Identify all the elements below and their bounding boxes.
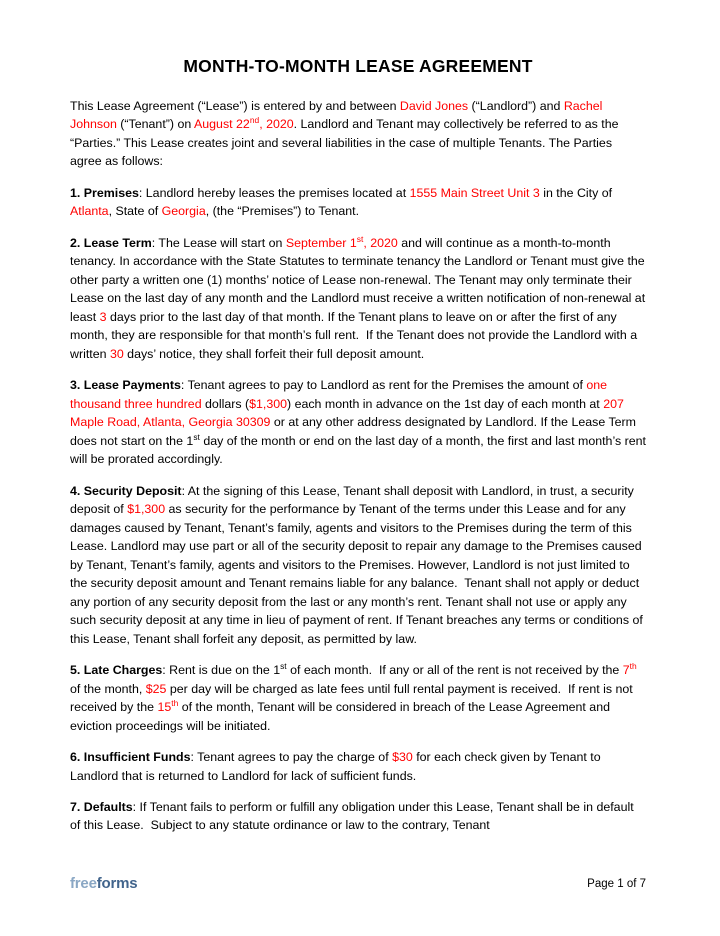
lease-term-text-3: days prior to the last day of that month. If the Tenant plans to leave on or after the first of any month, they are responsible for that month’s full rent. If the Tenant does not provide the Landlord with a written: [70, 309, 638, 361]
late-charges-text-3: of the month,: [70, 681, 146, 696]
section-premises: [70, 184, 646, 221]
breach-day-value: 15: [157, 700, 172, 715]
late-charges-text-5: of the month, Tenant will be considered in breach of the Lease Agreement and eviction proceedings will be initiated.: [70, 700, 610, 733]
lease-payments-text-5: day of the month or end on the last day of a month, the first and last month’s rent will be prorated accordingly.: [70, 433, 646, 467]
section-late-charges-heading: 5. Late Charges: [70, 663, 163, 678]
late-charges-text-2: of each month. If any or all of the rent is not received by the: [286, 663, 623, 678]
breach-day-ordinal: th: [171, 697, 179, 708]
rent-due-day-value: 1: [273, 663, 281, 678]
late-fee-value: $25: [145, 681, 167, 696]
nsf-charge-value: $30: [392, 750, 413, 765]
section-lease-term: [70, 234, 646, 363]
lease-start-year-value: , 2020: [363, 235, 398, 250]
freeforms-logo: [70, 875, 137, 892]
rent-due-day-ordinal: st: [280, 660, 287, 671]
section-defaults: [70, 798, 646, 835]
intro-text-4: . Landlord and Tenant may collectively be referred to as the “Parties.” This Lease creates joint and several liabilities in the case of multiple Tenants. The Parties agree as follows:: [70, 117, 619, 169]
page-footer: [70, 872, 646, 892]
intro-text-2: (“Landlord”) and: [468, 99, 564, 113]
landlord-name-value: David Jones: [399, 99, 469, 113]
insufficient-funds-text-2: for each check given by Tenant to Landlord that is returned to Landlord for lack of sufficient funds.: [70, 750, 601, 783]
logo-forms-text: forms: [96, 875, 138, 892]
lease-payments-text-3: ) each month in advance on the 1st day of each month at: [287, 396, 604, 411]
section-premises-colon: :: [138, 185, 146, 200]
section-late-charges: [70, 661, 646, 735]
section-premises-text-4: , (the “Premises”) to Tenant.: [205, 204, 360, 219]
late-charges-text-1: : Rent is due on the: [162, 663, 274, 678]
lease-payments-ordinal: st: [193, 431, 200, 442]
tenant-name-value: Rachel Johnson: [70, 99, 603, 132]
premises-state-value: Georgia: [161, 204, 206, 219]
lease-payments-text-4: or at any other address designated by Landlord. If the Lease Term does not start on the 1: [70, 415, 636, 448]
lease-start-date-value: September 1: [285, 235, 357, 250]
section-insufficient-funds-heading: 6. Insufficient Funds: [70, 750, 191, 765]
page-number: Page 1 of 7: [587, 878, 646, 890]
late-charges-text-4: per day will be charged as late fees until full rental payment is received. If rent is not received by the: [70, 681, 633, 715]
page-title: MONTH-TO-MONTH LEASE AGREEMENT: [183, 56, 533, 76]
lease-term-text-1: : The Lease will start on: [151, 235, 286, 250]
section-lease-payments-heading: 3. Lease Payments: [70, 378, 181, 393]
defaults-text-1: : If Tenant fails to perform or fulfill any obligation under this Lease, Tenant shall be in default of this Lease. Subject to any statute ordinance or law to the contrary, Tenant: [70, 799, 634, 833]
section-premises-text-2: in the City of: [539, 185, 613, 200]
section-premises-heading: 1. Premises: [70, 185, 139, 200]
logo-free-text: free: [70, 875, 97, 892]
security-deposit-amount-value: $1,300: [127, 502, 166, 517]
grace-period-day-ordinal: th: [629, 660, 637, 671]
section-lease-term-heading: 2. Lease Term: [70, 235, 152, 250]
agreement-year-value: , 2020: [259, 117, 294, 132]
grace-period-day-value: 7: [622, 663, 630, 678]
insufficient-funds-text-1: : Tenant agrees to pay the charge of: [190, 750, 393, 765]
nonrenewal-notice-days-value: 3: [99, 309, 107, 324]
section-premises-text-3: , State of: [108, 204, 162, 219]
rent-amount-words-value: one thousand three hundred: [70, 378, 608, 411]
agreement-date-value: August 22: [194, 117, 250, 132]
lease-term-text-2: and will continue as a month-to-month tenancy. In accordance with the State Statutes to terminate tenancy the Landlord or Tenant must give the other party a written one (1) months’ notice of Lease non-renewal. The Tenant may only terminate their Lease on the last day of any month and the Landlord must receive a written notification of non-renewal at least: [70, 235, 646, 324]
intro-text-3: (“Tenant”) on: [116, 117, 194, 132]
section-defaults-heading: 7. Defaults: [70, 799, 133, 814]
security-deposit-text-2: as security for the performance by Tenant of the terms under this Lease and for any damages caused by Tenant, Tenant’s family, agents and visitors to the Premises during the term of this Lease. Landlord may use part or all of the security deposit to repair any damage to the Premises caused by Tenant, Tenant’s family, agents and visitors to the Premises. However, Landlord is not just limited to the security deposit amount and Tenant remains liable for any balance. Tenant shall not apply or deduct any portion of any security deposit from the last or any month’s rent. Tenant shall not use or apply any such security deposit at any time in lieu of payment of rent. If Tenant breaches any terms or conditions of this Lease, Tenant shall forfeit any deposit, as permitted by law.: [70, 502, 643, 646]
payment-address-value: 207 Maple Road, Atlanta, Georgia 30309: [70, 396, 624, 430]
lease-payments-text-2: dollars (: [201, 396, 250, 411]
lease-payments-text-1: : Tenant agrees to pay to Landlord as rent for the Premises the amount of: [180, 378, 587, 393]
paragraph-intro: [70, 97, 646, 171]
section-premises-text-1: Landlord hereby leases the premises located at: [145, 185, 410, 200]
intro-text-1: This Lease Agreement (“Lease”) is entered by and between: [70, 99, 400, 113]
premises-address-value: 1555 Main Street Unit 3: [409, 185, 540, 200]
agreement-date-ordinal: nd: [249, 115, 260, 126]
forfeit-notice-days-value: 30: [109, 346, 124, 361]
premises-city-value: Atlanta: [70, 204, 109, 219]
section-lease-payments: [70, 376, 646, 468]
section-security-deposit-heading: 4. Security Deposit: [70, 483, 182, 498]
lease-start-date-ordinal: st: [356, 233, 364, 244]
section-security-deposit: [70, 482, 646, 648]
rent-amount-figure-value: $1,300: [249, 396, 288, 411]
security-deposit-text-1: : At the signing of this Lease, Tenant shall deposit with Landlord, in trust, a security deposit of: [70, 483, 634, 517]
section-insufficient-funds: [70, 748, 646, 785]
lease-term-text-4: days’ notice, they shall forfeit their full deposit amount.: [123, 346, 425, 361]
